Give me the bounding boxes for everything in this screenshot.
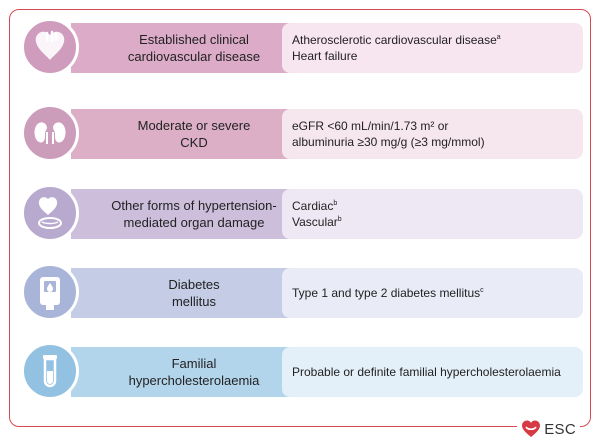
row-label: Other forms of hypertension- mediated organ damage [71,189,293,239]
test-tube-icon [21,342,79,400]
row-diabetes [21,263,585,321]
desc-line: albuminuria ≥30 mg/g (≥3 mg/mmol) [292,135,485,149]
esc-heart-logo-icon [521,419,541,439]
row-established-cvd [21,18,585,76]
row-ckd [21,104,585,162]
desc-line: Vascular$^b$ [292,215,342,229]
heart-icon [21,18,79,76]
row-description [282,189,583,239]
desc-line: Atherosclerotic cardiovascular disease$^a$ [292,33,501,47]
esc-logo-text: ESC [544,420,576,438]
row-label: Familial hypercholesterolaemia [71,347,293,397]
row-label: Moderate or severe CKD [71,109,293,159]
row-hmod [21,184,585,242]
row-description [282,347,583,397]
row-label: Diabetes mellitus [71,268,293,318]
esc-logo [517,419,580,439]
row-description [282,109,583,159]
desc-line: eGFR <60 mL/min/1.73 m² or [292,119,449,133]
kidney-icon [21,104,79,162]
desc-line: Probable or definite familial hypercholesterolaemia [292,365,561,379]
desc-line: Type 1 and type 2 diabetes mellitus$^c$ [292,286,484,300]
row-description [282,268,583,318]
row-fh [21,342,585,400]
row-description [282,23,583,73]
desc-line: Cardiac$^b$ [292,199,338,213]
heart-vessel-icon [21,184,79,242]
glucose-meter-icon [21,263,79,321]
desc-line: Heart failure [292,49,358,63]
row-label: Established clinical cardiovascular disease [71,23,293,73]
